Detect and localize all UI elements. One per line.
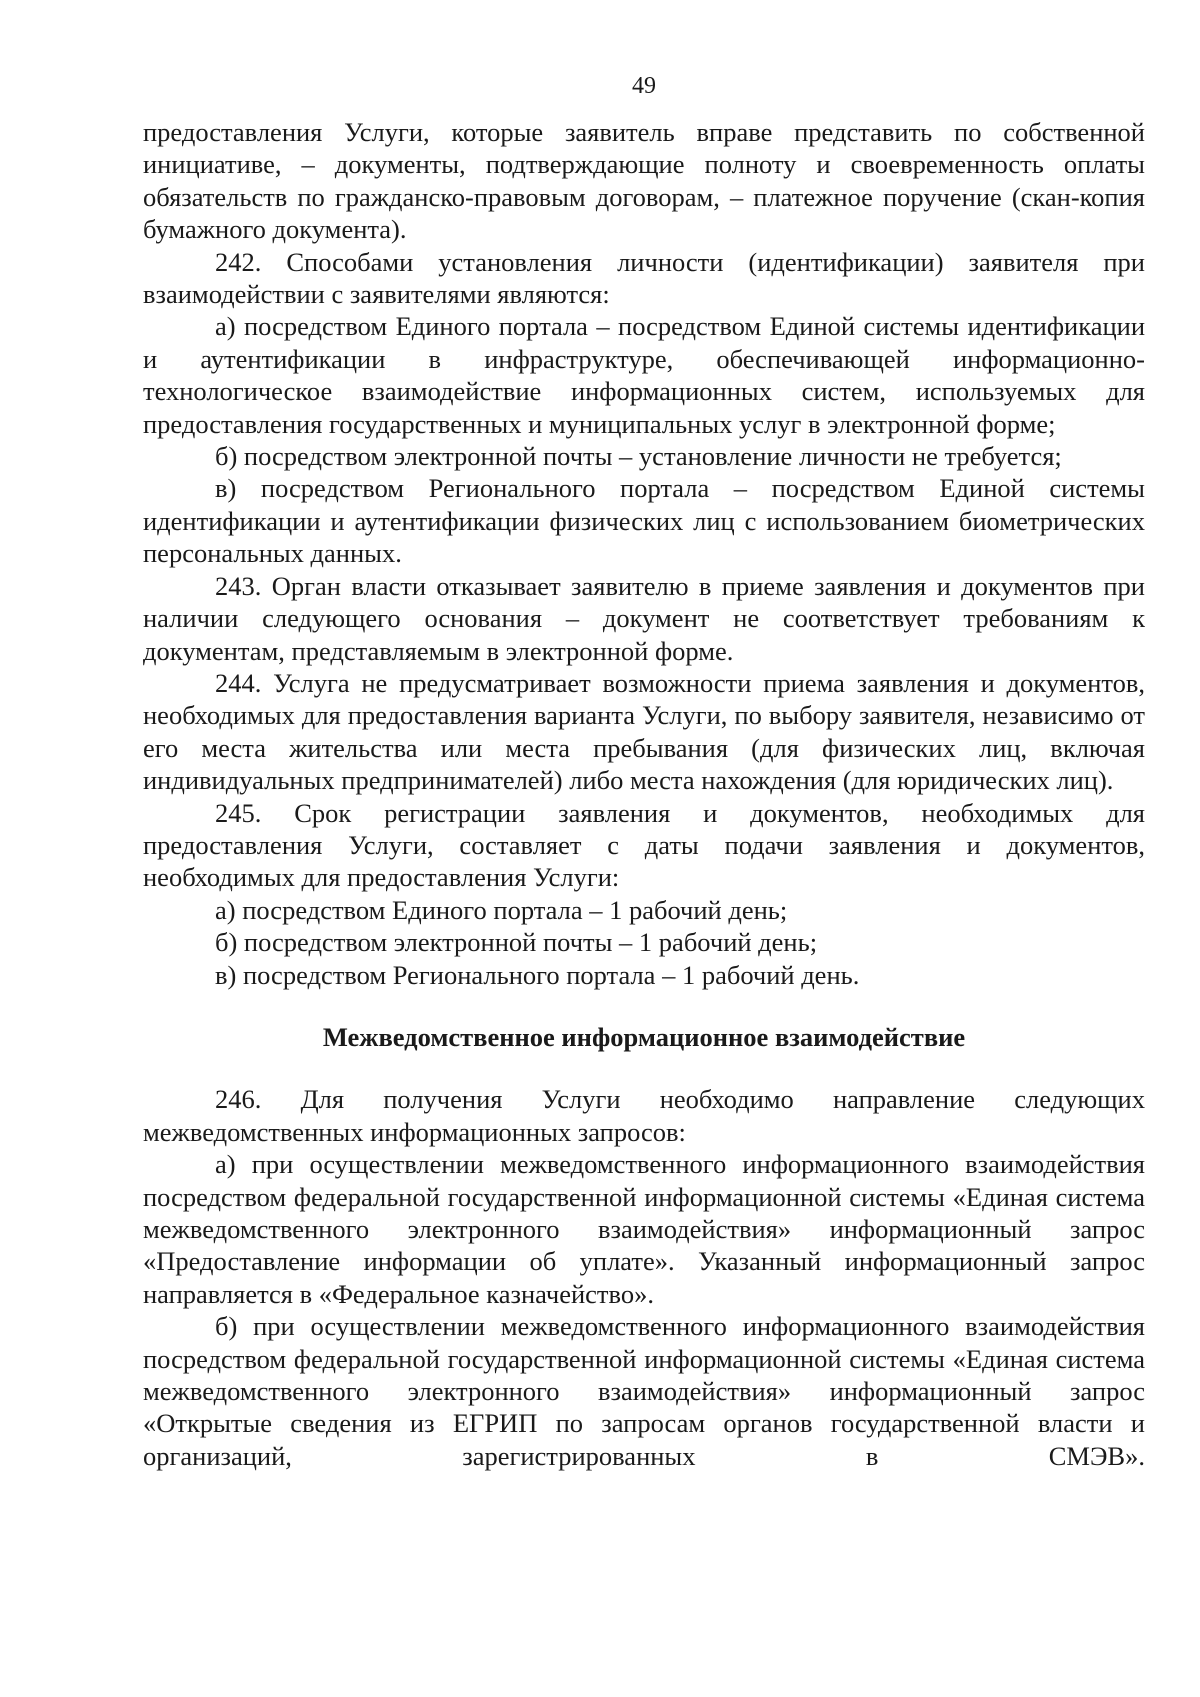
paragraph-245: 245. Срок регистрации заявления и документов, необходимых для предоставления Услуги, составляет с даты подачи заявления и документов, необходимых для предоставления Услуги:	[143, 797, 1145, 893]
paragraph-246: 246. Для получения Услуги необходимо направление следующих межведомственных информационных запросов:	[143, 1084, 1145, 1147]
paragraph-continued: предоставления Услуги, которые заявитель вправе представить по собственной инициативе, – документы, подтверждающие полноту и своевременность оплаты обязательств по гражданско-правовым договорам, – платежное поручение (скан-копия бумажного документа).	[143, 117, 1145, 245]
spacer	[143, 1053, 1145, 1083]
paragraph-242: 242. Способами установления личности (идентификации) заявителя при взаимодействии с заявителями являются:	[143, 246, 1145, 310]
paragraph-243: 243. Орган власти отказывает заявителю в приеме заявления и документов при наличии следующего основания – документ не соответствует требованиям к документам, представляемым в электронной форме.	[143, 570, 1145, 666]
paragraph-242-a: а) посредством Единого портала – посредством Единой системы идентификации и аутентификации в инфраструктуре, обеспечивающей информационно-технологическое взаимодействие информационных систем, используемых для предоставления государственных и муниципальных услуг в электронной форме;	[143, 311, 1145, 439]
paragraph-245-b: б) посредством электронной почты – 1 рабочий день;	[215, 927, 818, 958]
document-body	[143, 116, 1145, 1472]
paragraph-246-b: б) при осуществлении межведомственного информационного взаимодействия посредством федеральной государственной информационной системы «Единая система межведомственного электронного взаимодействия» информационный запрос «Открытые сведения из ЕГРИП по запросам органов государственной власти и организаций, зарегистрированных в СМЭВ».	[143, 1311, 1145, 1471]
paragraph-246-a: а) при осуществлении межведомственного информационного взаимодействия посредством федеральной государственной информационной системы «Единая система межведомственного электронного взаимодействия» информационный запрос «Предоставление информации об уплате». Указанный информационный запрос направляется в «Федеральное казначейство».	[143, 1149, 1145, 1309]
paragraph-244: 244. Услуга не предусматривает возможности приема заявления и документов, необходимых для предоставления варианта Услуги, по выбору заявителя, независимо от его места жительства или места пребывания (для физических лиц, включая индивидуальных предпринимателей) либо места нахождения (для юридических лиц).	[143, 667, 1145, 796]
paragraph-245-a: а) посредством Единого портала – 1 рабочий день;	[215, 894, 788, 925]
page-number: 49	[632, 73, 656, 99]
spacer	[143, 991, 1145, 1021]
section-heading: Межведомственное информационное взаимодействие	[322, 1021, 966, 1052]
paragraph-242-b: б) посредством электронной почты – установление личности не требуется;	[215, 441, 1062, 472]
paragraph-245-v: в) посредством Регионального портала – 1 рабочий день.	[215, 959, 860, 990]
paragraph-242-v: в) посредством Регионального портала – посредством Единой системы идентификации и аутентификации физических лиц с использованием биометрических персональных данных.	[143, 473, 1145, 569]
